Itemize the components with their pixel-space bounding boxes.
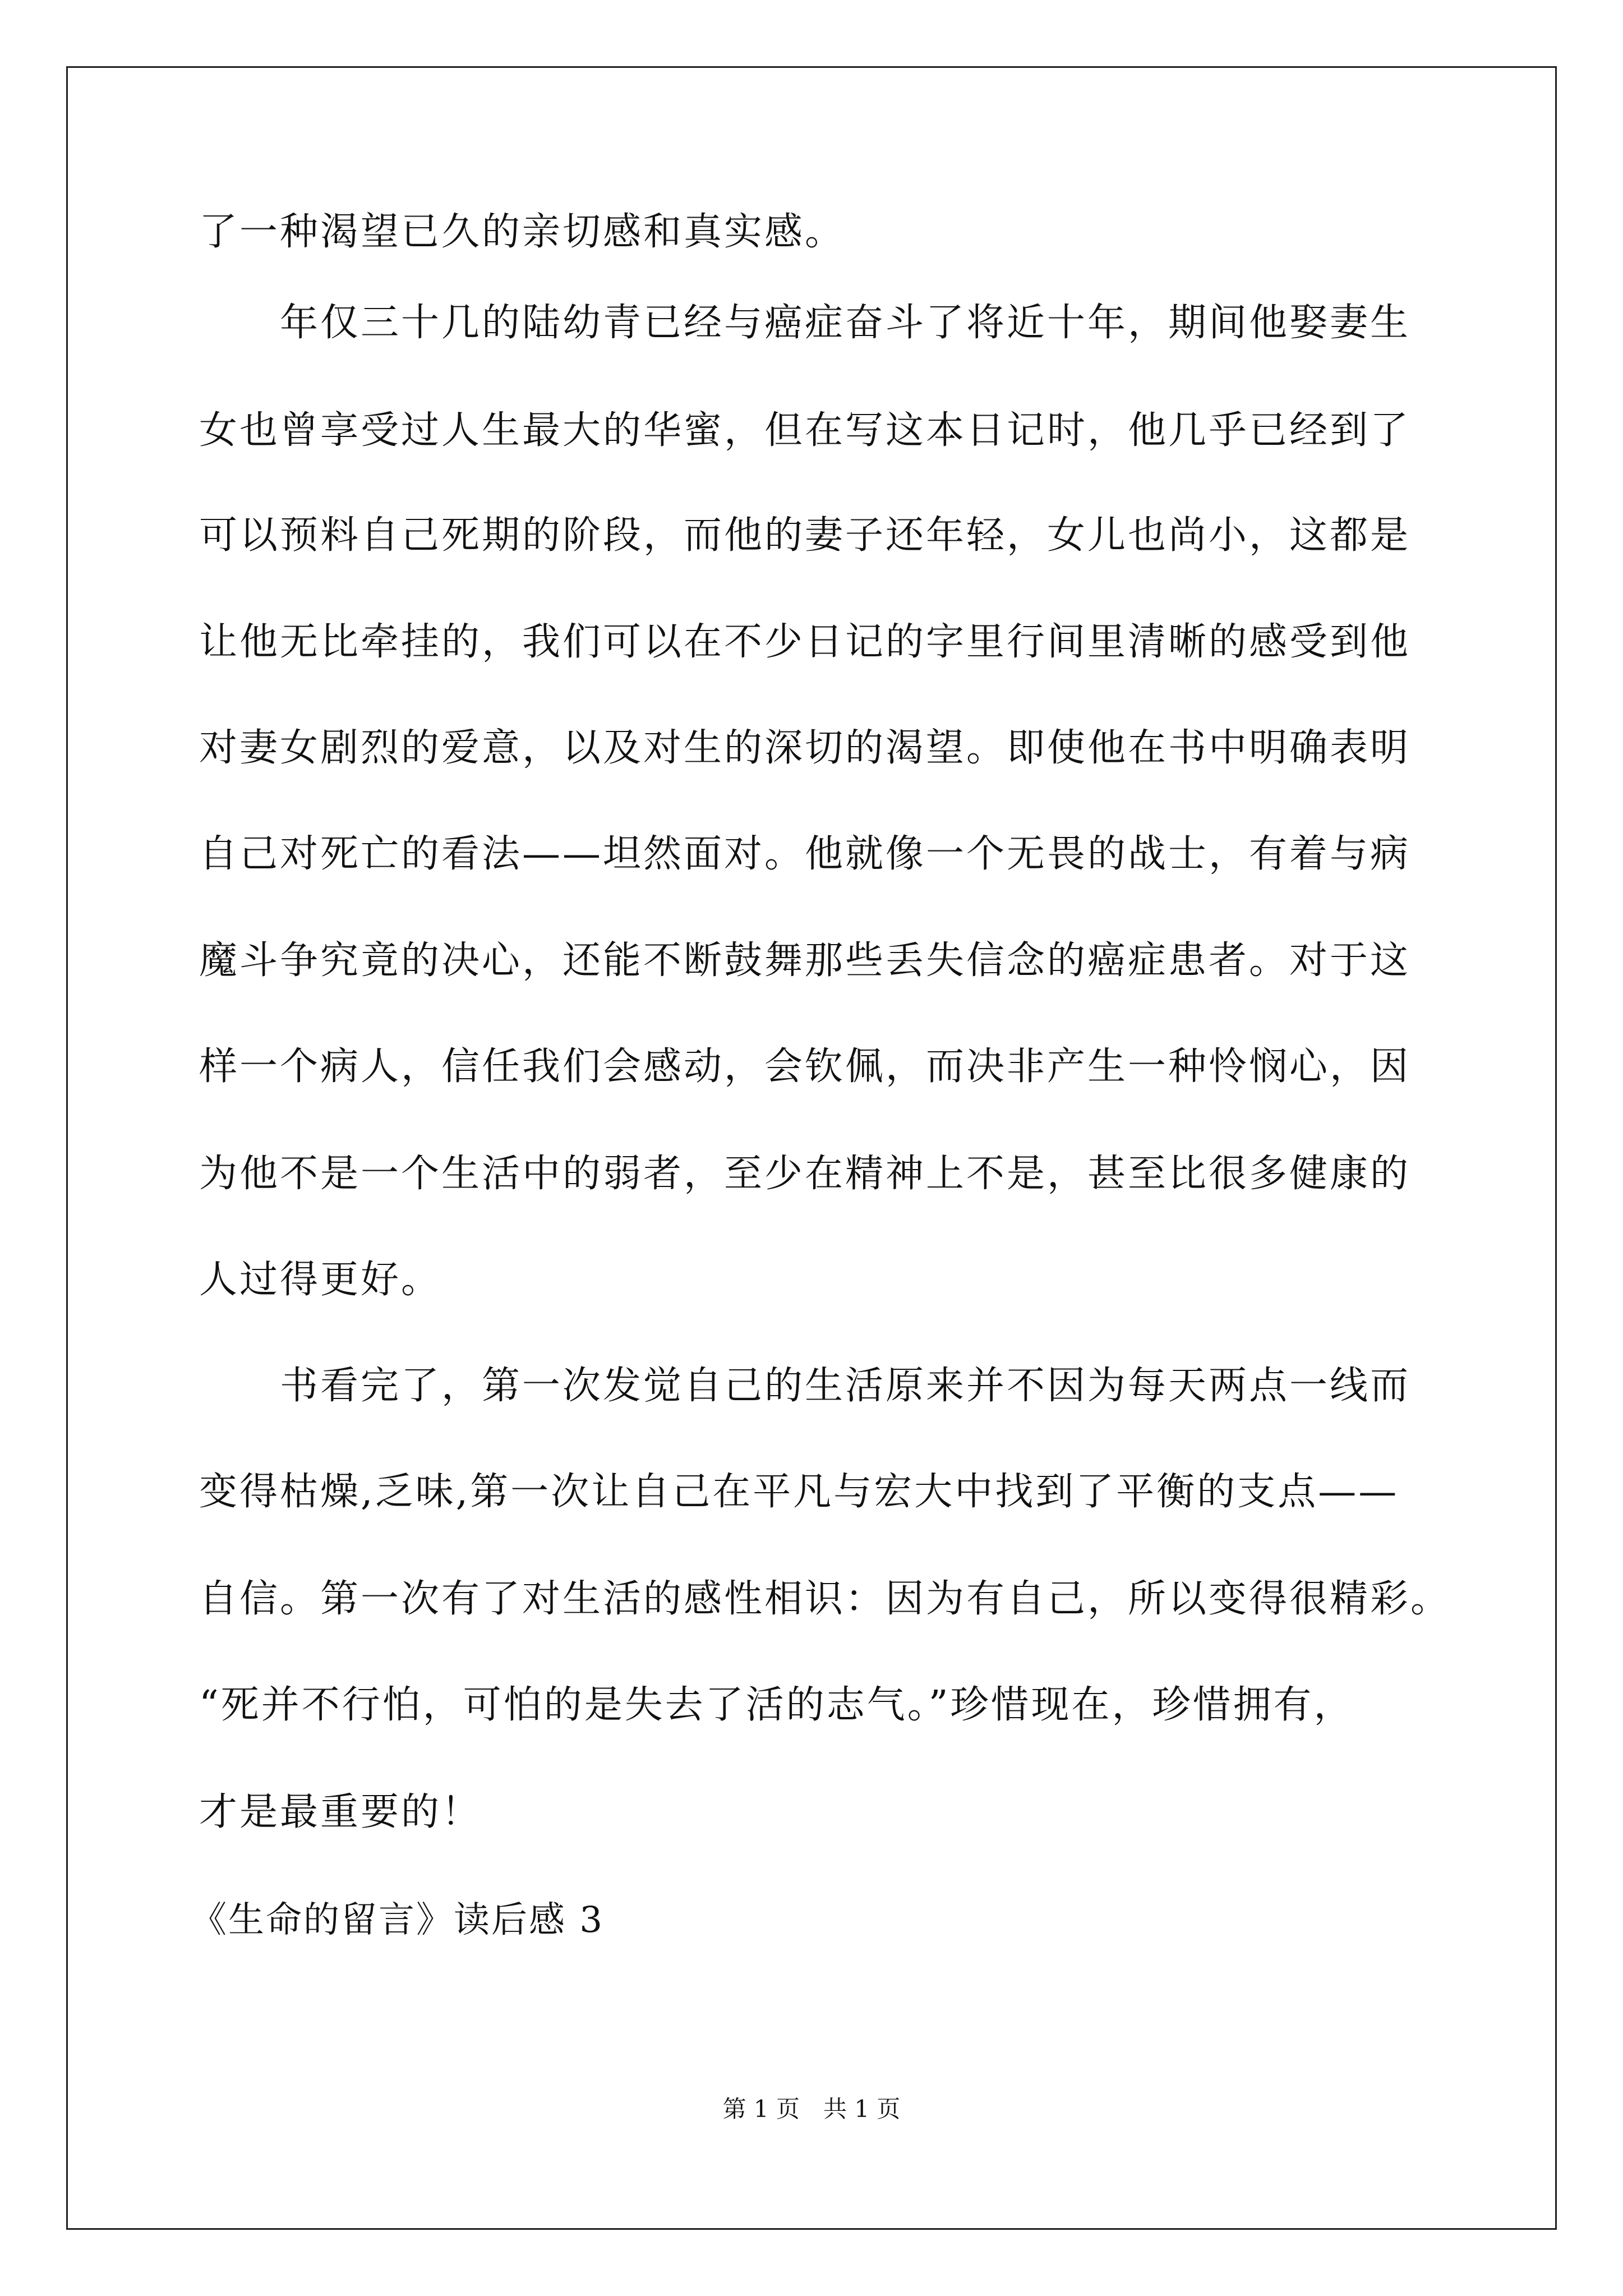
body-text-line: 变得枯燥,乏味,第一次让自己在平凡与宏大中找到了平衡的支点—— <box>199 1470 1399 1514</box>
body-text-line: 自信。第一次有了对生活的感性相识：因为有自己，所以变得很精彩。 <box>199 1577 1451 1621</box>
body-text-line: 人过得更好。 <box>199 1258 442 1302</box>
body-text-line: “死并不行怕，可怕的是失去了活的志气。”珍惜现在，珍惜拥有， <box>199 1683 1354 1727</box>
body-text-line: 可以预料自己死期的阶段，而他的妻子还年轻，女儿也尚小，这都是 <box>199 513 1411 558</box>
body-text-line: 让他无比牵挂的，我们可以在不少日记的字里行间里清晰的感受到他 <box>199 620 1411 664</box>
page-footer: 第 1 页 共 1 页 <box>722 2095 901 2123</box>
body-text-line: 了一种渴望已久的亲切感和真实感。 <box>199 210 846 254</box>
section-heading: 《生命的留言》读后感 3 <box>191 1899 605 1941</box>
body-text-line: 年仅三十几的陆幼青已经与癌症奋斗了将近十年，期间他娶妻生 <box>199 301 1411 345</box>
body-text-line: 为他不是一个生活中的弱者，至少在精神上不是，甚至比很多健康的 <box>199 1152 1411 1196</box>
body-text-line: 样一个病人，信任我们会感动，会钦佩，而决非产生一种怜悯心，因 <box>199 1045 1411 1089</box>
body-text-line: 书看完了，第一次发觉自己的生活原来并不因为每天两点一线而 <box>199 1364 1411 1408</box>
body-text-line: 才是最重要的！ <box>199 1790 482 1834</box>
body-text-line: 魔斗争究竟的决心，还能不断鼓舞那些丢失信念的癌症患者。对于这 <box>199 938 1411 983</box>
body-text-line: 自己对死亡的看法——坦然面对。他就像一个无畏的战士，有着与病 <box>199 832 1411 876</box>
body-text-line: 女也曾享受过人生最大的华蜜，但在写这本日记时，他几乎已经到了 <box>199 408 1411 453</box>
body-text-line: 对妻女剧烈的爱意，以及对生的深切的渴望。即使他在书中明确表明 <box>199 726 1411 770</box>
